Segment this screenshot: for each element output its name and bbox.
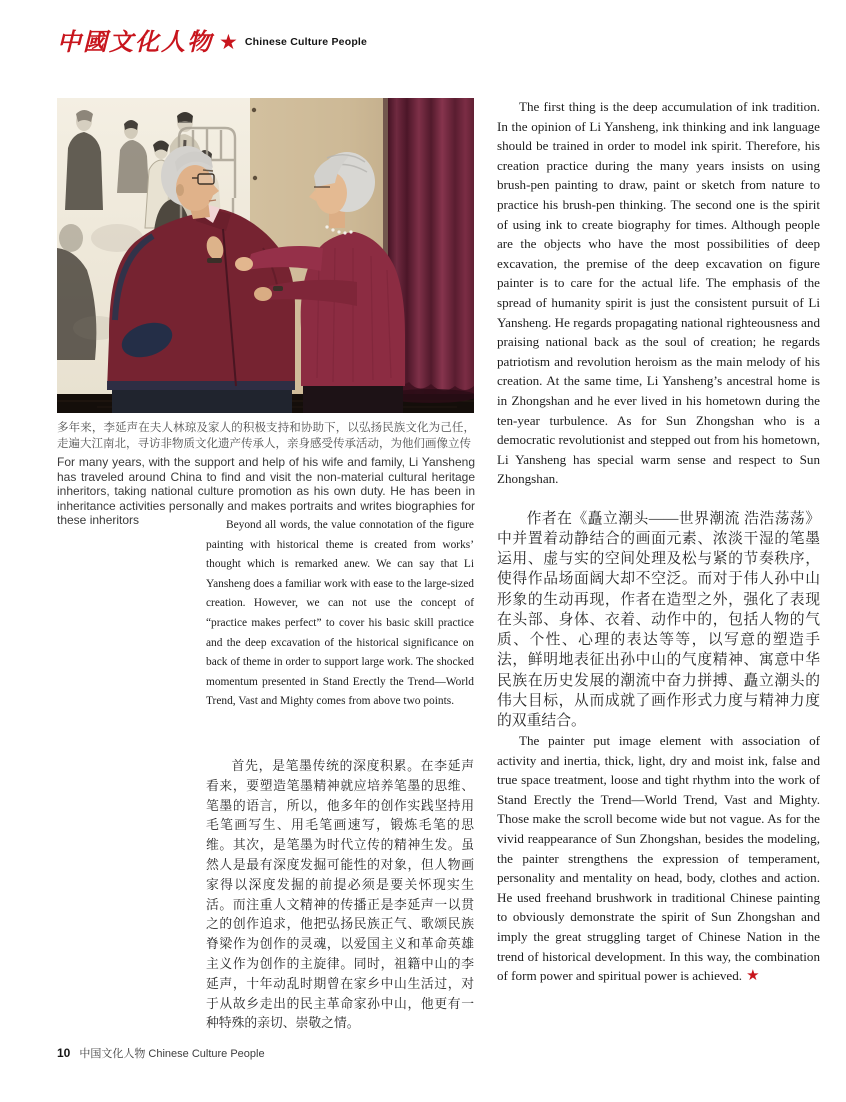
right-paragraph-english-2 <box>497 731 820 986</box>
magazine-logo <box>57 27 368 56</box>
footer-magazine-title: 中国文化人物 Chinese Culture People <box>79 1048 265 1060</box>
right-column <box>497 97 820 986</box>
page-number: 10 <box>57 1046 71 1060</box>
photo-caption <box>57 420 475 528</box>
right-paragraph-english-2-text: The painter put image element with association of activity and inertia, thick, light, dry and moist ink, false and true space treatment, loose and tight rhythm into the work of Stand Erectly the Trend—World Trend, Vast and Mighty. Those make the scroll become wide but not vague. As for the vivid reappearance of Sun Zhongshan, besides the modeling, the painter strengthens the expression of temperament, personality and mentality on head, body, clothes and action. He used freehand brushwork in traditional Chinese painting to obviously demonstrate the spirit of Sun Zhongshan and imply the great struggling target of Chinese Nation in the trend of historical development. In this way, the combination of form power and spiritual power is achieved. <box>497 733 820 984</box>
right-paragraph-chinese: 作者在《矗立潮头——世界潮流 浩浩荡荡》中并置着动静结合的画面元素、浓淡干湿的笔墨运用、虚与实的空间处理及松与紧的节奏秩序，使得作品场面阔大却不空泛。而对于伟人孙中山形象的生动再现，作者在造型之外，强化了表现在头部、身体、衣着、动作中的，包括人物的气质、个性、心理的表达等等，以写意的塑造手法，鲜明地表征出孙中山的气度精神、寓意中华民族在历史发展的潮流中奋力拼搏、矗立潮头的伟大目标，从而成就了画作形式力度与精神力度的双重结合。 <box>497 510 820 729</box>
article-photo <box>57 98 474 413</box>
left-column-english-paragraph: Beyond all words, the value connotation of the figure painting with historical theme is created from works’ thought which is remarked anew. We can say that Li Yansheng does a familiar work with ease to the large-sized creation. However, we can not use the concept of “practice makes perfect” to cover his basic skill practice and the deep excavation of the historical significance on back of theme in order to support large work. The shocked momentum presented in Stand Erectly the Trend—World Trend, Vast and Mighty comes from above two points. <box>206 519 474 708</box>
logo-english-title: Chinese Culture People <box>244 36 368 48</box>
article-end-star-icon: ★ <box>746 966 760 985</box>
caption-chinese: 多年来，李延声在夫人林琼及家人的积极支持和协助下，以弘扬民族文化为己任，走遍大江南北，寻访非物质文化遗产传承人，亲身感受传承活动，为他们画像立传 <box>57 422 475 450</box>
photo-illustration <box>57 98 474 413</box>
logo-chinese-calligraphy: 中國文化人物 <box>57 27 213 56</box>
caption-english: For many years, with the support and help of his wife and family, Li Yansheng has traveled around China to find and visit the non-material cultural heritage inheritors, taking national culture promotion as his own duty. He has been in inheritance activities personally and makes portraits and writes biographies for these inheritors <box>57 455 475 528</box>
man-glasses <box>198 174 214 184</box>
right-paragraph-english-1: The first thing is the deep accumulation of ink tradition. In the opinion of Li Yansheng, ink thinking and ink language should be trained in order to model ink spirit. Therefore, his creation practice during the many years insists on using brush-pen painting to draw, paint or sketch from nature to practice his brush-pen thinking. The second one is the spirit of using ink to create biography for times. Although people are the objects who have the most possibilities of deep excavation, the premise of the deep excavation on figure painter is to care for the actual life. The emphasis of the spread of humanity spirit is just the consistent pursuit of Li Yansheng. He regards propagating national righteousness and praising national back as the soul of creation; he regards patriotism and revolution heroism as the main melody of his creation. At the same time, Li Yansheng’s ancestral home is in Zhongshan and he ever lived in his hometown during the ten-year turbulence. As for Sun Zhongshan who is a democratic revolutionist and stepped out from his hometown, Li Yansheng has special warm sense and respect to Sun Zhongshan. <box>497 99 820 487</box>
left-column-chinese-paragraph: 首先，是笔墨传统的深度积累。在李延声看来，要塑造笔墨精神就应培养笔墨的思维、笔墨的语言，所以，他多年的创作实践坚持用毛笔画写生、用毛笔画速写，锻炼毛笔的思维。其次，是笔墨为时代立传的精神生发。虽然人是最有深度发掘可能性的对象，但人物画家得以深度发掘的前提必须是要关怀现实生活。而注重人文精神的传播正是李延声一以贯之的创作追求，他把弘扬民族正气、歌颂民族脊梁作为创作的灵魂，以爱国主义和革命英雄主义作为创作的主旋律。同时，祖籍中山的李延声，十年动乱时期曾在家乡中山生活过，对于从故乡走出的民主革命家孙中山，他更有一种特殊的亲切、崇敬之情。 <box>206 759 474 1031</box>
page-footer <box>57 1045 265 1061</box>
red-star-icon: ★ <box>219 29 238 54</box>
